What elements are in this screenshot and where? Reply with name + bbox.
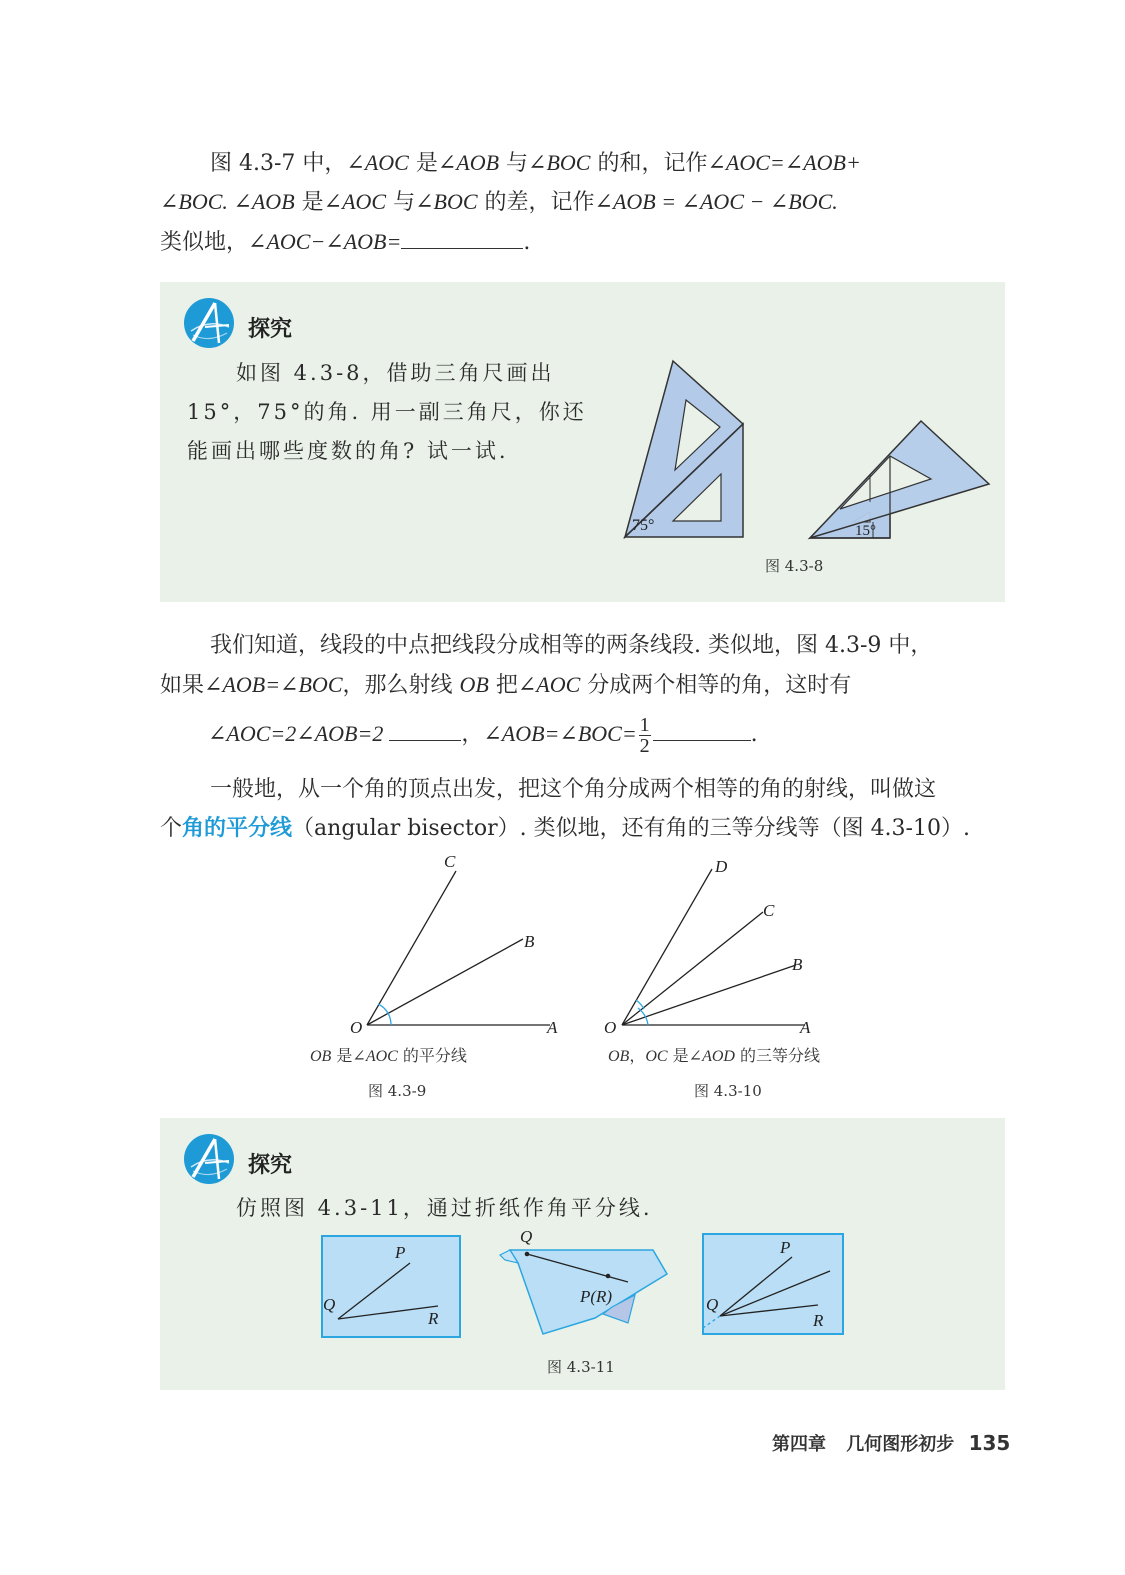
svg-text:P(R): P(R) — [580, 1287, 613, 1306]
math-ray: OB — [310, 1048, 332, 1065]
chapter-label: 第四章 — [772, 1434, 826, 1455]
text: 是 — [331, 1046, 353, 1065]
paragraph-bisector-term — [160, 809, 970, 848]
explore-text: 仿照图 4.3-11，通过折纸作角平分线. — [236, 1196, 653, 1220]
math-ray: OB — [459, 672, 489, 697]
math-equation: ∠AOB = ∠AOC − ∠BOC. — [594, 189, 838, 214]
svg-text:R: R — [813, 1311, 824, 1330]
figure-paper-folding — [310, 1230, 1010, 1360]
figure-desc-4-3-9 — [310, 1043, 467, 1066]
text: 的三等分线 — [734, 1046, 821, 1065]
keyword-angle-bisector: 角的平分线 — [182, 816, 293, 841]
math-angle: ∠BOC. — [160, 189, 228, 214]
svg-text:B: B — [524, 932, 535, 951]
text: 图 4.3-7 中， — [210, 151, 347, 176]
paragraph-bisector-definition: 一般地，从一个角的顶点出发，把这个角分成两个相等的角的射线，叫做这 — [210, 777, 937, 802]
paragraph-angle-sum — [210, 143, 861, 183]
svg-text:Q: Q — [323, 1295, 336, 1314]
compass-protractor-icon — [183, 297, 235, 349]
svg-text:B: B — [792, 955, 803, 974]
math-equation: ∠AOB=∠BOC — [204, 672, 343, 697]
compass-protractor-icon — [183, 1133, 235, 1185]
svg-text:Q: Q — [706, 1295, 719, 1314]
math-angle: ∠AOB — [227, 189, 295, 214]
svg-text:75°: 75° — [632, 517, 655, 534]
text: 类似地， — [160, 230, 249, 255]
svg-text:O: O — [350, 1018, 363, 1037]
figure-angle-trisector — [600, 850, 840, 1040]
text: ， — [629, 1046, 646, 1065]
explore-text-line-1: 如图 4.3-8，借助三角尺画出 — [236, 361, 555, 385]
math-equation: ∠AOC=∠AOB+ — [707, 150, 861, 175]
fill-in-blank[interactable] — [401, 226, 523, 249]
text: 是 — [408, 151, 438, 176]
text: ，那么射线 — [342, 673, 460, 698]
explore-text-line-3: 能画出哪些度数的角? 试一试. — [187, 439, 509, 463]
text: ， — [461, 722, 484, 747]
math-equation: ∠AOC−∠AOB= — [248, 229, 402, 254]
math-angle: ∠AOD — [688, 1048, 735, 1065]
svg-text:A: A — [800, 1018, 811, 1037]
figure-caption-4-3-9: 图 4.3-9 — [368, 1082, 427, 1100]
text: 的平分线 — [397, 1046, 467, 1065]
math-ray: OC — [645, 1048, 668, 1065]
text: 与 — [386, 190, 416, 215]
chapter-title: 几何图形初步 — [846, 1434, 955, 1455]
figure-desc-4-3-10 — [608, 1043, 820, 1066]
formula-bisector — [208, 714, 758, 756]
svg-text:O: O — [604, 1018, 617, 1037]
explore-title: 探究 — [248, 1153, 293, 1178]
fraction-one-half: $\frac{1}{2}$ — [639, 713, 650, 757]
paragraph-midpoint-analogy: 我们知道，线段的中点把线段分成相等的两条线段. 类似地，图 4.3-9 中， — [210, 633, 933, 658]
svg-text:Q: Q — [520, 1230, 533, 1246]
paragraph-similarly — [160, 222, 530, 262]
text: （angular bisector）. 类似地，还有角的三等分线等（图 4.3-10）. — [292, 816, 970, 841]
text: 个 — [160, 816, 183, 841]
figure-caption-4-3-8: 图 4.3-8 — [765, 557, 824, 575]
math-equation: ∠AOC=2∠AOB=2 — [208, 721, 384, 746]
math-angle: ∠AOC — [352, 1048, 398, 1065]
math-angle: ∠AOC — [346, 150, 409, 175]
text: 分成两个相等的角，这时有 — [580, 673, 852, 698]
page-footer — [772, 1430, 1010, 1456]
svg-text:R: R — [428, 1309, 439, 1328]
explore-title: 探究 — [248, 317, 293, 342]
text: 是 — [294, 190, 324, 215]
math-angle: ∠AOB — [437, 150, 500, 175]
math-angle: ∠AOC — [517, 672, 581, 697]
text: 与 — [499, 151, 529, 176]
math-ray: OB — [608, 1048, 630, 1065]
explore-text-line-2: 15°，75°的角. 用一副三角尺，你还 — [187, 400, 587, 424]
svg-text:A: A — [547, 1018, 558, 1037]
text: 如果 — [160, 673, 205, 698]
figure-set-squares — [610, 352, 1010, 552]
svg-text:P: P — [395, 1243, 406, 1262]
fill-in-blank[interactable] — [389, 718, 461, 741]
math-angle: ∠BOC — [528, 150, 591, 175]
text: 的差，记作 — [477, 190, 595, 215]
svg-text:D: D — [715, 857, 728, 876]
fill-in-blank[interactable] — [653, 718, 751, 741]
svg-text:P: P — [780, 1238, 791, 1257]
math-angle: ∠BOC — [415, 189, 478, 214]
math-equation: ∠AOB=∠BOC= — [483, 721, 637, 746]
text: 是 — [667, 1046, 689, 1065]
svg-text:C: C — [763, 901, 775, 920]
paragraph-if-equal — [160, 665, 851, 705]
figure-caption-4-3-10: 图 4.3-10 — [694, 1082, 762, 1100]
explore-panel-2 — [160, 1118, 1005, 1390]
explore-panel-1 — [160, 282, 1005, 602]
math-angle: ∠AOC — [323, 189, 387, 214]
figure-caption-4-3-11: 图 4.3-11 — [547, 1358, 615, 1376]
paragraph-angle-diff — [160, 182, 838, 222]
svg-text:C: C — [444, 852, 456, 871]
page-number: 135 — [968, 1431, 1011, 1455]
text: 把 — [488, 673, 518, 698]
text: 的和，记作 — [590, 151, 708, 176]
text: . — [523, 230, 531, 255]
svg-text:15°: 15° — [855, 523, 876, 539]
figure-angle-bisector — [340, 850, 580, 1040]
text: . — [750, 722, 758, 747]
